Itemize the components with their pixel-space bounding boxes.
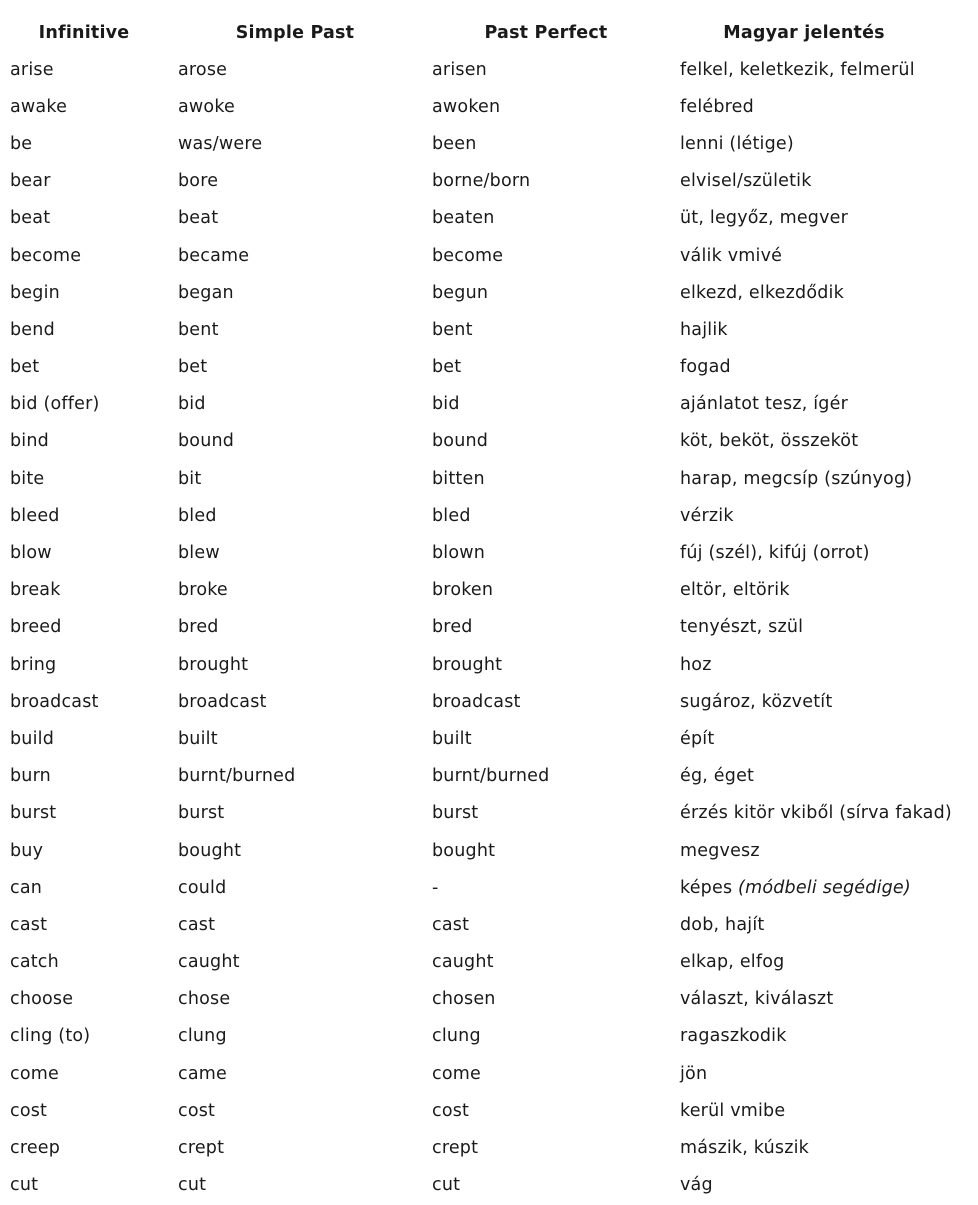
table-row [0,311,978,348]
cell-infinitive: be [10,133,33,154]
cell-past-perfect: bitten [432,468,485,489]
cell-past-perfect: burnt/burned [432,766,550,787]
meaning-text: tenyészt, szül [680,617,804,638]
cell-past-perfect: clung [432,1026,481,1047]
cell-infinitive: buy [10,840,44,861]
cell-simple-past: bred [178,617,219,638]
cell-simple-past: began [178,282,234,303]
meaning-text: elkezd, elkezdődik [680,282,844,303]
meaning-text: válik vmivé [680,245,783,266]
cell-past-perfect: bred [432,617,473,638]
meaning-text: elkap, elfog [680,952,785,973]
header-row [0,14,978,51]
header-past-perfect: Past Perfect [484,22,608,43]
cell-simple-past: came [178,1063,227,1084]
cell-simple-past: was/were [178,133,263,154]
cell-simple-past: bit [178,468,202,489]
cell-meaning [670,1129,978,1166]
table-row [0,758,978,795]
meaning-text: üt, legyőz, megver [680,208,849,229]
meaning-text: felébred [680,96,754,117]
table-row [0,609,978,646]
meaning-text: épít [680,728,715,749]
meaning-text: jön [680,1063,708,1084]
table-row [0,423,978,460]
cell-infinitive: cost [10,1100,48,1121]
cell-past-perfect: broken [432,580,494,601]
cell-meaning [670,349,978,386]
cell-infinitive: creep [10,1138,61,1159]
cell-simple-past: blew [178,543,220,564]
cell-simple-past: brought [178,654,249,675]
table-row [0,869,978,906]
cell-simple-past: bid [178,394,206,415]
cell-simple-past: broke [178,580,228,601]
cell-meaning [670,572,978,609]
cell-simple-past: burst [178,803,225,824]
cell-infinitive: bend [10,319,55,340]
cell-meaning [670,274,978,311]
table-row [0,1055,978,1092]
meaning-text: kerül vmibe [680,1100,786,1121]
meaning-text: ajánlatot tesz, ígér [680,394,848,415]
meaning-text: harap, megcsíp (szúnyog) [680,468,913,489]
meaning-text: dob, hajít [680,914,765,935]
cell-past-perfect: - [432,877,439,898]
cell-past-perfect: bound [432,431,489,452]
table-row [0,795,978,832]
cell-infinitive: bleed [10,505,60,526]
cell-infinitive: bring [10,654,57,675]
cell-past-perfect: chosen [432,989,496,1010]
table-row [0,944,978,981]
meaning-text: lenni (létige) [680,133,794,154]
cell-infinitive: burst [10,803,57,824]
cell-past-perfect: borne/born [432,171,531,192]
table-row [0,125,978,162]
table-row [0,981,978,1018]
cell-past-perfect: bid [432,394,460,415]
table-row [0,1129,978,1166]
cell-simple-past: caught [178,952,240,973]
meaning-text: ragaszkodik [680,1026,787,1047]
cell-past-perfect: cast [432,914,470,935]
cell-simple-past: crept [178,1138,225,1159]
cell-meaning [670,1018,978,1055]
cell-meaning [670,497,978,534]
table-row [0,832,978,869]
cell-infinitive: cling (to) [10,1026,91,1047]
cell-infinitive: arise [10,59,54,80]
cell-infinitive: choose [10,989,74,1010]
table-row [0,386,978,423]
meaning-text: érzés kitör vkiből (sírva fakad) [680,803,952,824]
cell-infinitive: build [10,728,55,749]
meaning-text: megvesz [680,840,760,861]
cell-meaning [670,869,978,906]
table-row [0,683,978,720]
cell-simple-past: bore [178,171,219,192]
cell-simple-past: became [178,245,250,266]
cell-meaning [670,1055,978,1092]
cell-simple-past: built [178,728,218,749]
meaning-text: hajlik [680,319,728,340]
cell-past-perfect: broadcast [432,691,521,712]
cell-past-perfect: cut [432,1175,461,1196]
cell-meaning [670,646,978,683]
meaning-text: eltör, eltörik [680,580,790,601]
meaning-text: választ, kiválaszt [680,989,834,1010]
cell-meaning [670,386,978,423]
table-row [0,200,978,237]
cell-meaning [670,423,978,460]
cell-infinitive: bite [10,468,45,489]
cell-infinitive: catch [10,952,59,973]
cell-meaning [670,944,978,981]
cell-simple-past: awoke [178,96,236,117]
meaning-text: mászik, kúszik [680,1138,809,1159]
cell-simple-past: chose [178,989,231,1010]
table-row [0,88,978,125]
meaning-text: vérzik [680,505,734,526]
cell-past-perfect: cost [432,1100,470,1121]
table-row [0,349,978,386]
cell-meaning [670,981,978,1018]
cell-infinitive: beat [10,208,51,229]
cell-simple-past: bought [178,840,242,861]
cell-simple-past: bled [178,505,217,526]
meaning-text: fúj (szél), kifúj (orrot) [680,543,870,564]
table-row [0,906,978,943]
cell-meaning [670,795,978,832]
cell-infinitive: can [10,877,43,898]
meaning-text: ég, éget [680,766,755,787]
cell-infinitive: burn [10,766,51,787]
table-row [0,1018,978,1055]
cell-meaning [670,720,978,757]
table-header [0,14,978,51]
cell-meaning [670,311,978,348]
table-row [0,274,978,311]
cell-meaning [670,237,978,274]
cell-simple-past: cut [178,1175,207,1196]
cell-meaning [670,906,978,943]
cell-meaning [670,1092,978,1129]
cell-simple-past: bound [178,431,235,452]
cell-infinitive: come [10,1063,59,1084]
cell-infinitive: bind [10,431,49,452]
cell-past-perfect: become [432,245,504,266]
cell-past-perfect: awoken [432,96,501,117]
cell-simple-past: beat [178,208,219,229]
cell-infinitive: breed [10,617,62,638]
cell-meaning [670,758,978,795]
cell-meaning [670,125,978,162]
cell-past-perfect: bet [432,357,462,378]
cell-infinitive: become [10,245,82,266]
header-meaning: Magyar jelentés [723,22,885,43]
cell-meaning [670,609,978,646]
meaning-text: köt, beköt, összeköt [680,431,859,452]
table-row [0,460,978,497]
cell-past-perfect: built [432,728,472,749]
cell-past-perfect: caught [432,952,494,973]
cell-infinitive: bid (offer) [10,394,100,415]
cell-past-perfect: begun [432,282,489,303]
cell-infinitive: cast [10,914,48,935]
cell-simple-past: bet [178,357,208,378]
table-row [0,51,978,88]
cell-infinitive: broadcast [10,691,99,712]
cell-simple-past: burnt/burned [178,766,296,787]
meaning-text: fogad [680,357,731,378]
cell-meaning [670,200,978,237]
meaning-text: vág [680,1175,713,1196]
cell-simple-past: clung [178,1026,227,1047]
meaning-note: (módbeli segédige) [738,877,911,898]
table-row [0,163,978,200]
cell-past-perfect: blown [432,543,486,564]
table-row [0,572,978,609]
meaning-text: hoz [680,654,712,675]
cell-meaning [670,460,978,497]
cell-past-perfect: brought [432,654,503,675]
table-row [0,497,978,534]
cell-infinitive: blow [10,543,52,564]
cell-infinitive: bet [10,357,40,378]
cell-past-perfect: bled [432,505,471,526]
cell-past-perfect: been [432,133,477,154]
meaning-text: elvisel/születik [680,171,812,192]
cell-past-perfect: come [432,1063,481,1084]
cell-simple-past: cast [178,914,216,935]
table-body [0,51,978,1204]
table-row [0,534,978,571]
table-row [0,720,978,757]
cell-simple-past: broadcast [178,691,267,712]
cell-past-perfect: bought [432,840,496,861]
cell-infinitive: bear [10,171,51,192]
table-row [0,646,978,683]
meaning-text: sugároz, közvetít [680,691,833,712]
table-row [0,237,978,274]
table-row [0,1092,978,1129]
cell-past-perfect: arisen [432,59,487,80]
cell-infinitive: cut [10,1175,39,1196]
cell-simple-past: arose [178,59,228,80]
cell-meaning [670,51,978,88]
cell-meaning [670,534,978,571]
cell-infinitive: awake [10,96,68,117]
cell-infinitive: begin [10,282,60,303]
cell-simple-past: bent [178,319,219,340]
cell-past-perfect: beaten [432,208,495,229]
cell-meaning [670,1167,978,1204]
cell-simple-past: cost [178,1100,216,1121]
meaning-text: felkel, keletkezik, felmerül [680,59,915,80]
cell-infinitive: break [10,580,61,601]
header-infinitive: Infinitive [38,22,130,43]
header-simple-past: Simple Past [235,22,355,43]
cell-simple-past: could [178,877,227,898]
cell-meaning [670,683,978,720]
cell-meaning [670,88,978,125]
irregular-verbs-table [0,14,978,1204]
cell-past-perfect: crept [432,1138,479,1159]
meaning-text: képes [680,877,739,898]
cell-meaning [670,163,978,200]
cell-past-perfect: bent [432,319,473,340]
cell-past-perfect: burst [432,803,479,824]
table-row [0,1167,978,1204]
cell-meaning [670,832,978,869]
